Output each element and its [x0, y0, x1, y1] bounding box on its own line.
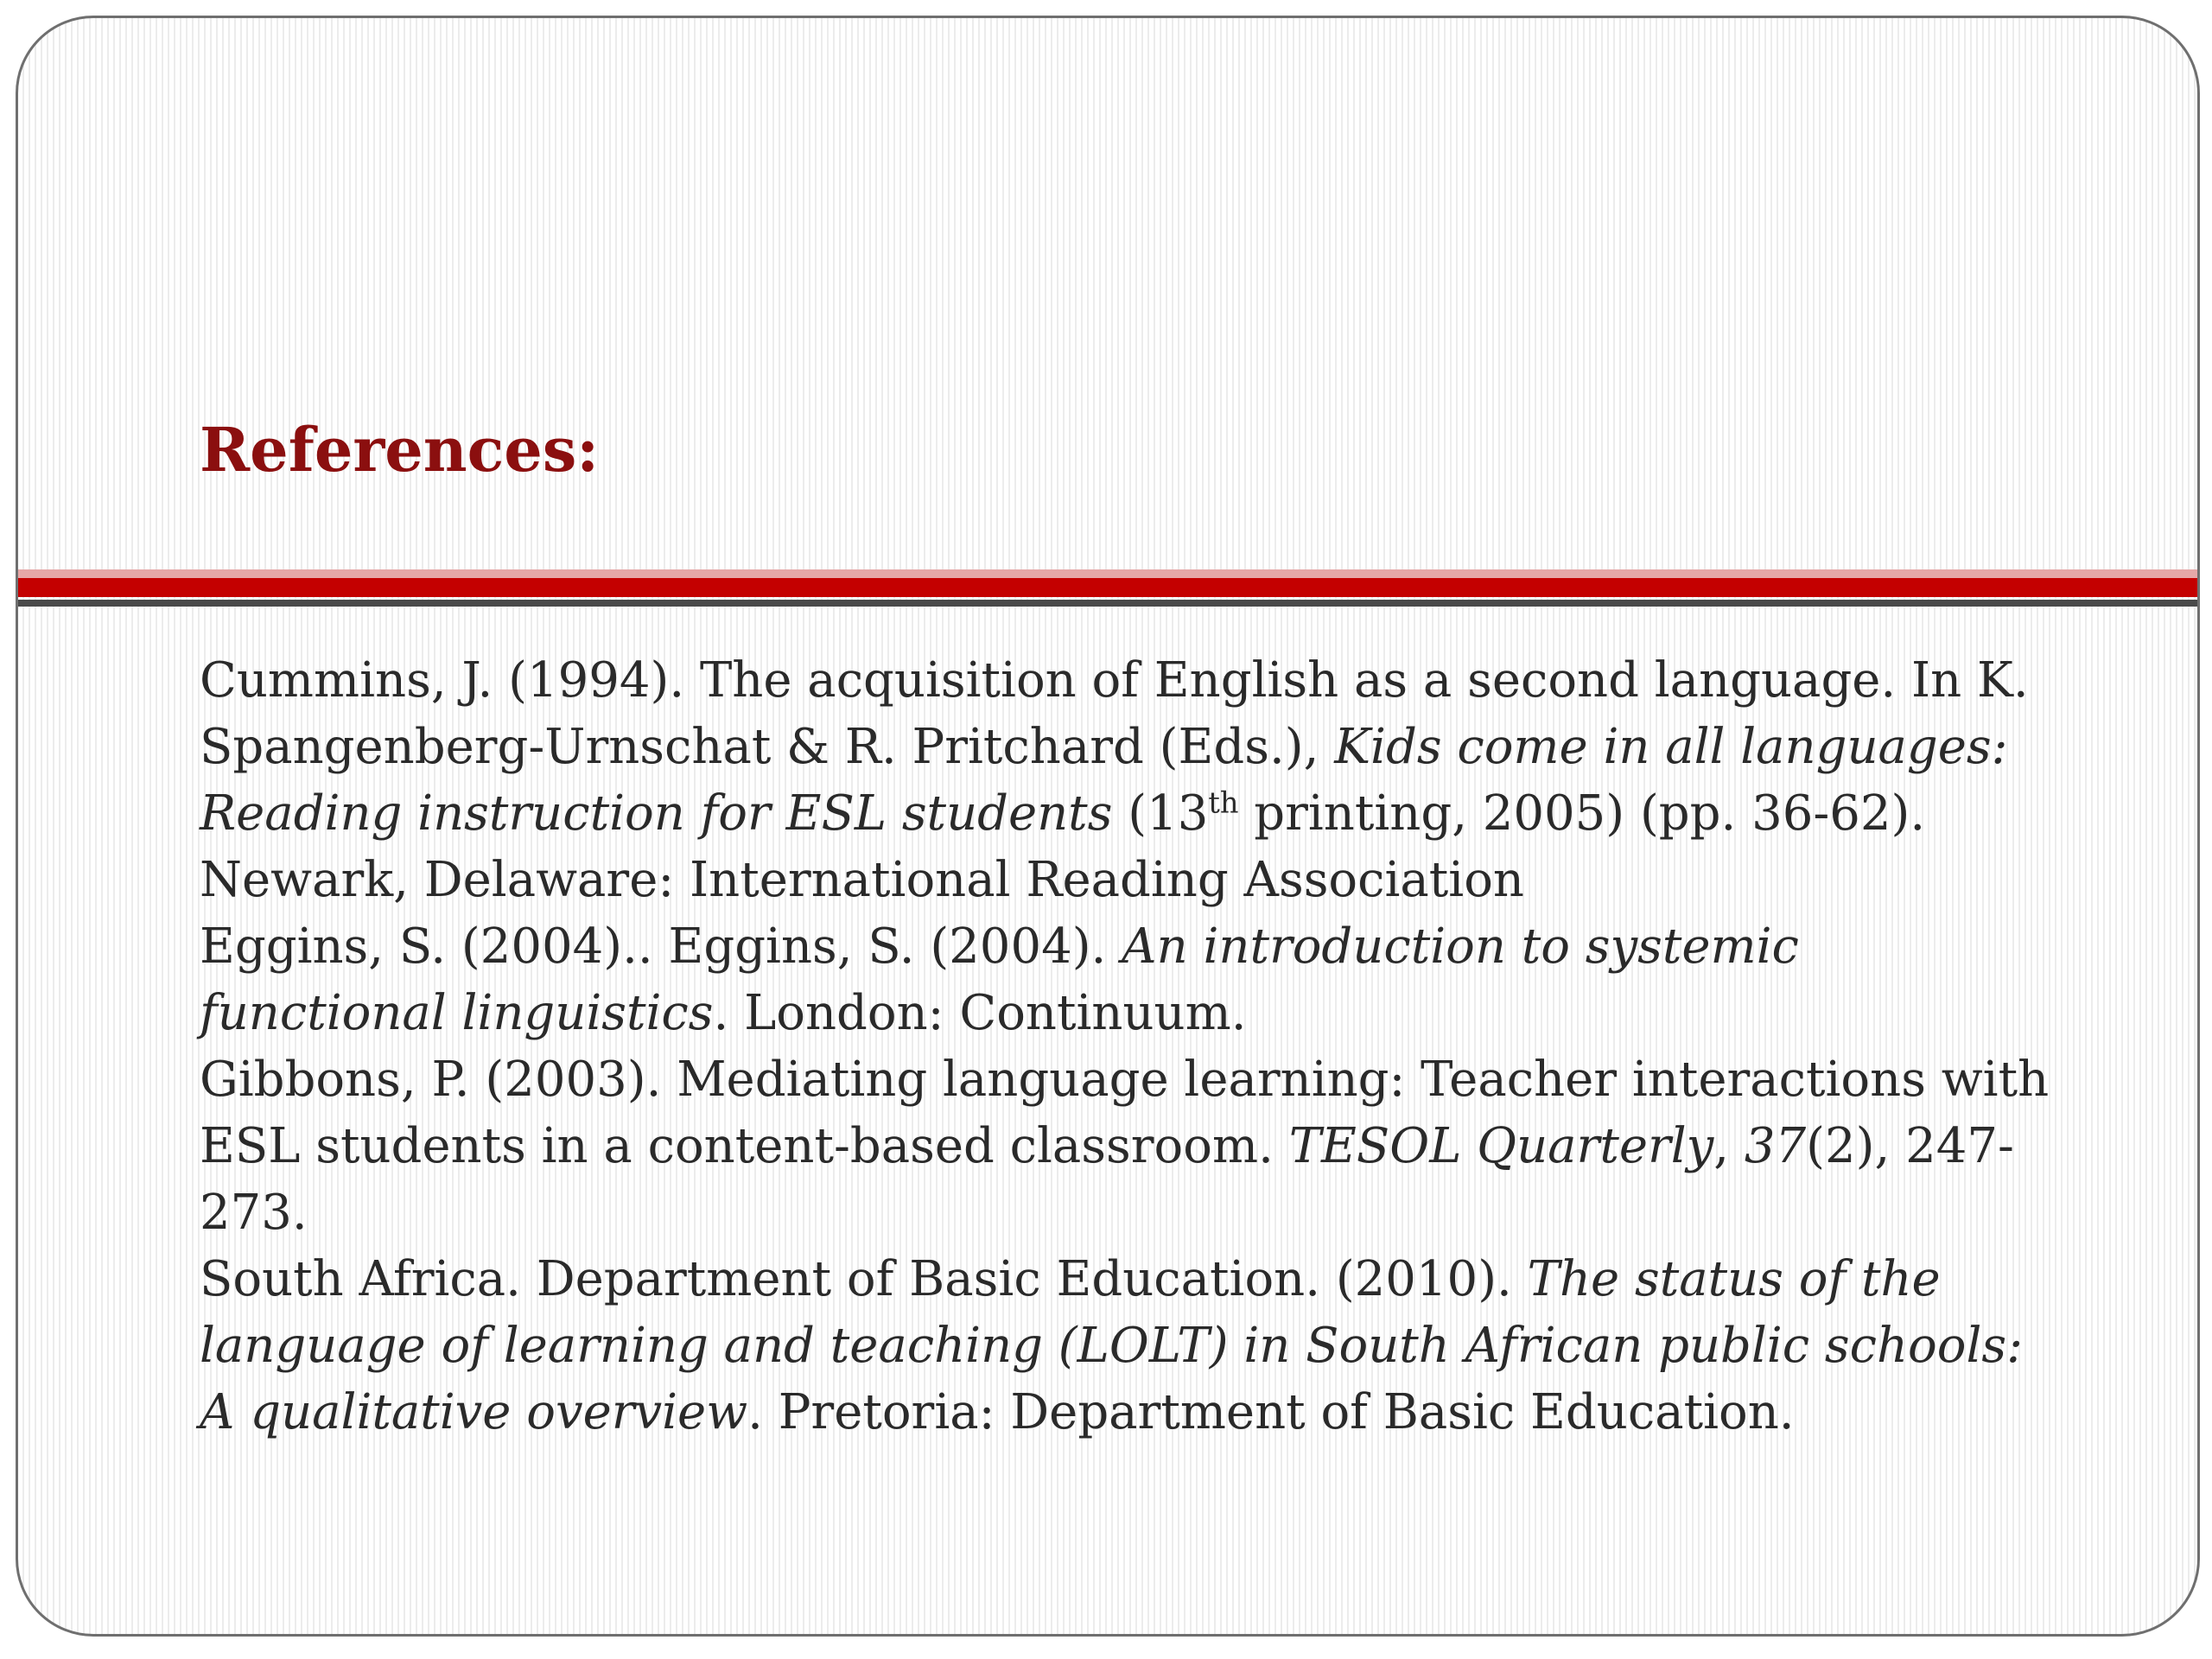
reference-journal-title: TESOL Quarterly	[1288, 1118, 1714, 1174]
reference-author-text: Eggins, S. (2004).. Eggins, S. (2004).	[200, 918, 1122, 975]
reference-publisher-text: . Pretoria: Department of Basic Education.	[747, 1384, 1795, 1440]
reference-source-title: Kids come in all languages: Reading instruction for ESL students	[200, 719, 2008, 842]
reference-item-south-africa	[200, 1246, 2057, 1446]
reference-issue-pages: (2), 247-273.	[200, 1118, 2014, 1241]
divider-band-light	[18, 569, 2197, 578]
reference-publisher-text: . London: Continuum.	[713, 985, 1247, 1041]
reference-item-cummins	[200, 647, 2057, 913]
reference-edition-superscript: th	[1208, 785, 1239, 820]
reference-item-eggins	[200, 913, 2057, 1046]
slide	[16, 16, 2200, 1637]
reference-author-text: South Africa. Department of Basic Education. (2010).	[200, 1251, 1528, 1307]
reference-source-title: The status of the language of learning and teaching (LOLT) in South African public schools: A qualitative overview	[200, 1251, 2023, 1440]
reference-publisher-text: printing, 2005) (pp. 36-62). Newark, Delaware: International Reading Association	[200, 785, 1926, 908]
reference-separator: ,	[1713, 1118, 1745, 1174]
reference-volume: 37	[1744, 1118, 1807, 1174]
reference-edition-text: (13	[1112, 785, 1209, 842]
slide-title: References:	[200, 414, 600, 486]
divider-band-red	[18, 578, 2197, 597]
reference-list	[200, 647, 2057, 1446]
reference-item-gibbons	[200, 1046, 2057, 1246]
reference-author-text: Cummins, J. (1994). The acquisition of English as a second language. In K. Spangenberg-Urnschat & R. Pritchard (Eds.),	[200, 652, 2029, 775]
divider-band-dark	[18, 600, 2197, 607]
reference-source-title: An introduction to systemic functional linguistics	[200, 918, 1799, 1041]
title-divider	[18, 569, 2197, 607]
reference-author-text: Gibbons, P. (2003). Mediating language learning: Teacher interactions with ESL students in a content-based classroom.	[200, 1052, 2050, 1174]
